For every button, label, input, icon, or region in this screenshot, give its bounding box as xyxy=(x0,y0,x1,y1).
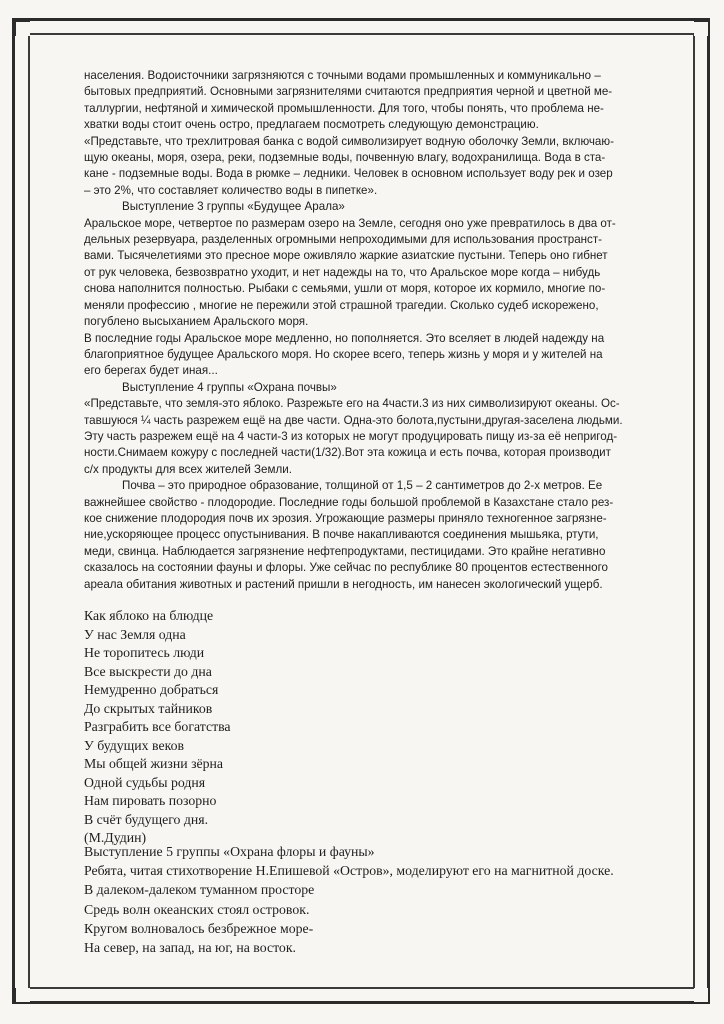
tail-line: На север, на запад, на юг, на восток. xyxy=(84,940,296,956)
prose-line: тавшуюся ¼ часть разрежем ещё на две части. Одна-это болота,пустыни,другая-заселена людьми. xyxy=(84,413,623,427)
poem-line: До скрытых тайников xyxy=(84,700,213,716)
section-heading-line: Почва – это природное образование, толщиной от 1,5 – 2 сантиметров до 2-х метров. Ее xyxy=(122,479,603,493)
prose-text-block xyxy=(84,68,664,593)
prose-line: кане - подземные воды. Вода в рюмке – ледники. Человек в основном использует воду рек и озер xyxy=(84,167,613,181)
poem-line: Мы общей жизни зёрна xyxy=(84,756,224,771)
poem-line: Как яблоко на блюдце xyxy=(84,608,214,623)
border-corner-bottom-left xyxy=(14,988,30,1004)
prose-line: хватки воды стоит очень остро, предлагаем посмотреть следующую демонстрацию. xyxy=(84,118,539,132)
poem-line: Нам пировать позорно xyxy=(84,793,217,808)
poem-line: Все выскрести до дна xyxy=(84,663,212,679)
group-5-section xyxy=(84,842,684,957)
border-corner-top-left xyxy=(14,20,30,36)
prose-line: дельных резервуара, разделенных огромными непроходимыми для использования пространст- xyxy=(84,233,603,247)
prose-line: «Представьте, что земля-это яблоко. Разрежьте его на 4части.3 из них символизируют океаны. Ос- xyxy=(84,397,620,411)
prose-line: Аральское море, четвертое по размерам озеро на Земле, сегодня оно уже превратилось в два от- xyxy=(84,216,616,230)
poem-line: Разграбить все богатства xyxy=(84,719,231,734)
prose-line: бытовых предприятий. Основными загрязнителями считаются предприятия черной и цветной ме- xyxy=(84,85,613,99)
poem-line: В счёт будущего дня. xyxy=(84,811,209,827)
poem-author: (М.Дудин) xyxy=(84,830,147,845)
prose-line: ние,ускоряющее процесс опустынивания. В почве накапливаются соединения мышьяка, ртути, xyxy=(84,528,599,542)
prose-line: меняли профессию , многие не пережили этой страшной трагедии. Сколько судеб искорежено, xyxy=(84,298,599,312)
prose-line: таллургии, нефтяной и химической промышленности. Для того, чтобы понять, что проблема не- xyxy=(84,101,604,115)
poem-dudin xyxy=(84,607,644,848)
tail-line: Средь волн океанских стоял островок. xyxy=(84,901,310,917)
prose-line: ности.Снимаем кожуру с последней части(1/32).Вот эта кожица и есть почва, которая производит xyxy=(84,446,611,460)
prose-line: вами. Тысячелетиями это пресное море оживляло жаркие азиатские пустыни. Теперь оно гибнет xyxy=(84,249,608,263)
section-heading-line: Выступление 4 группы «Охрана почвы» xyxy=(122,380,337,394)
section-heading-line: Выступление 3 группы «Будущее Арала» xyxy=(122,200,345,214)
tail-line: Ребята, читая стихотворение Н.Епишевой «Остров», моделируют его на магнитной доске. xyxy=(84,863,614,879)
prose-line: «Представьте, что трехлитровая банка с водой символизирует водную оболочку Земли, включаю- xyxy=(84,134,614,148)
prose-line: Эту часть разрежем ещё на 4 части-3 из которых не могут продуцировать пищу из-за её непригод- xyxy=(84,429,618,443)
prose-line: с/х продукты для всех жителей Земли. xyxy=(84,462,292,476)
poem-line: Немудренно добраться xyxy=(84,682,219,697)
prose-line: В последние годы Аральское море медленно, но пополняется. Это вселяет в людей надежду на xyxy=(84,331,605,345)
prose-line: меди, свинца. Наблюдается загрязнение нефтепродуктами, пестицидами. Это крайне негативно xyxy=(84,544,606,558)
prose-line: благоприятное будущее Аральского моря. Но скорее всего, теперь жизнь у моря и у жителей на xyxy=(84,347,603,361)
prose-line: ареала обитания животных и растений пришли в негодность, им нанесен экологический ущерб. xyxy=(84,577,603,591)
poem-line: У нас Земля одна xyxy=(84,626,186,642)
prose-line: сказалось на состоянии фауны и флоры. Уже сейчас по республике 80 процентов естественного xyxy=(84,561,608,575)
poem-line: Одной судьбы родня xyxy=(84,774,206,790)
tail-line: В далеком-далеком туманном просторе xyxy=(84,882,315,898)
prose-line: – это 2%, что составляет количество воды в пипетке». xyxy=(84,183,378,197)
section-heading-line: Выступление 5 группы «Охрана флоры и фауны» xyxy=(84,844,375,859)
poem-line: Не торопитесь люди xyxy=(84,645,205,660)
border-corner-bottom-right xyxy=(694,988,710,1004)
prose-line: снова наполнится полностью. Рыбаки с семьями, ушли от моря, которое их кормило, многие по- xyxy=(84,282,606,296)
prose-line: его берегах будет иная... xyxy=(84,364,218,378)
poem-line: У будущих веков xyxy=(84,737,184,753)
prose-line: от рук человека, безвозвратно уходит, и нет надежды на то, что Аральское море когда – нибудь xyxy=(84,265,601,279)
prose-line: щую океаны, моря, озера, реки, подземные воды, почвенную влагу, водохранилища. Вода в ста- xyxy=(84,151,606,165)
prose-line: населения. Водоисточники загрязняются с точными водами промышленных и коммуникально – xyxy=(84,69,601,82)
prose-line: погублено высыханием Аральского моря. xyxy=(84,315,309,329)
prose-line: кое снижение плодородия почв их эрозия. Угрожающие размеры приняло техногенное загрязне- xyxy=(84,511,607,525)
prose-line: важнейшее свойство - плодородие. Последние годы большой проблемой в Казахстане стало рез- xyxy=(84,495,614,509)
tail-line: Кругом волновалось безбрежное море- xyxy=(84,920,314,936)
border-corner-top-right xyxy=(694,20,710,36)
